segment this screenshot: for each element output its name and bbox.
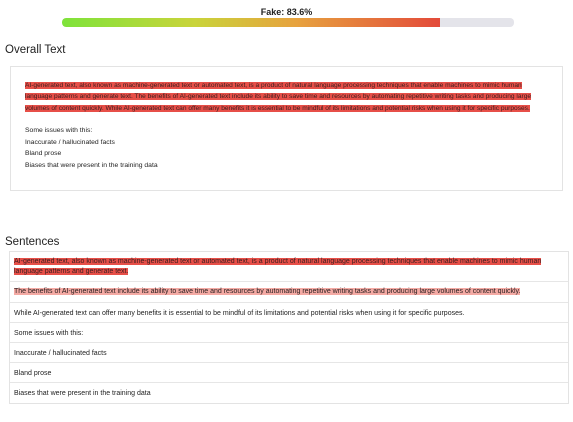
overall-line: Inaccurate / hallucinated facts [25,138,115,146]
sentences-heading: Sentences [5,236,60,248]
sentence-row [10,282,568,303]
sentence-text: Some issues with this: [14,329,84,337]
fake-score-bar-fill [62,18,440,27]
overall-text-panel [10,66,563,191]
sentence-row [10,303,568,323]
sentence-text: While AI-generated text can offer many benefits it is essential to be mindful of its limitations and potential risks when using it for specific purposes. [14,309,465,317]
fake-score-label: Fake: 83.6% [260,7,313,17]
fake-score-bar [62,18,514,27]
sentence-text: Bland prose [14,369,52,377]
overall-line: Some issues with this: [25,127,93,135]
overall-text-list [25,125,548,171]
sentence-text: Biases that were present in the training data [14,389,151,397]
sentence-text: The benefits of AI-generated text include its ability to save time and resources by automating repetitive writing tasks and producing large volumes of content quickly. [14,288,521,296]
sentence-row [10,343,568,363]
overall-line: Bland prose [25,150,62,158]
sentence-text: Inaccurate / hallucinated facts [14,349,107,357]
sentence-row [10,363,568,383]
overall-line: Biases that were present in the training data [25,162,158,169]
sentence-text: AI-generated text, also known as machine-generated text or automated text, is a product of natural language processing techniques that enable machines to mimic human language patterns and generate text. [14,258,542,275]
sentence-row [10,383,568,403]
overall-highlighted-text: AI-generated text, also known as machine-generated text or automated text, is a product of natural language processing techniques that enable machines to mimic human language patterns and generate text. The benefits of AI-generated text include its ability to save time and resources by automating repetitive writing tasks and producing large volumes of content quickly. While AI-generated text can offer many benefits it is essential to be mindful of its limitations and potential risks when using it for specific purposes. [25,82,532,112]
sentence-row [10,323,568,343]
overall-text-paragraph [25,80,548,114]
overall-text-heading: Overall Text [5,44,66,56]
sentence-row [10,252,568,282]
sentences-list [9,251,569,404]
